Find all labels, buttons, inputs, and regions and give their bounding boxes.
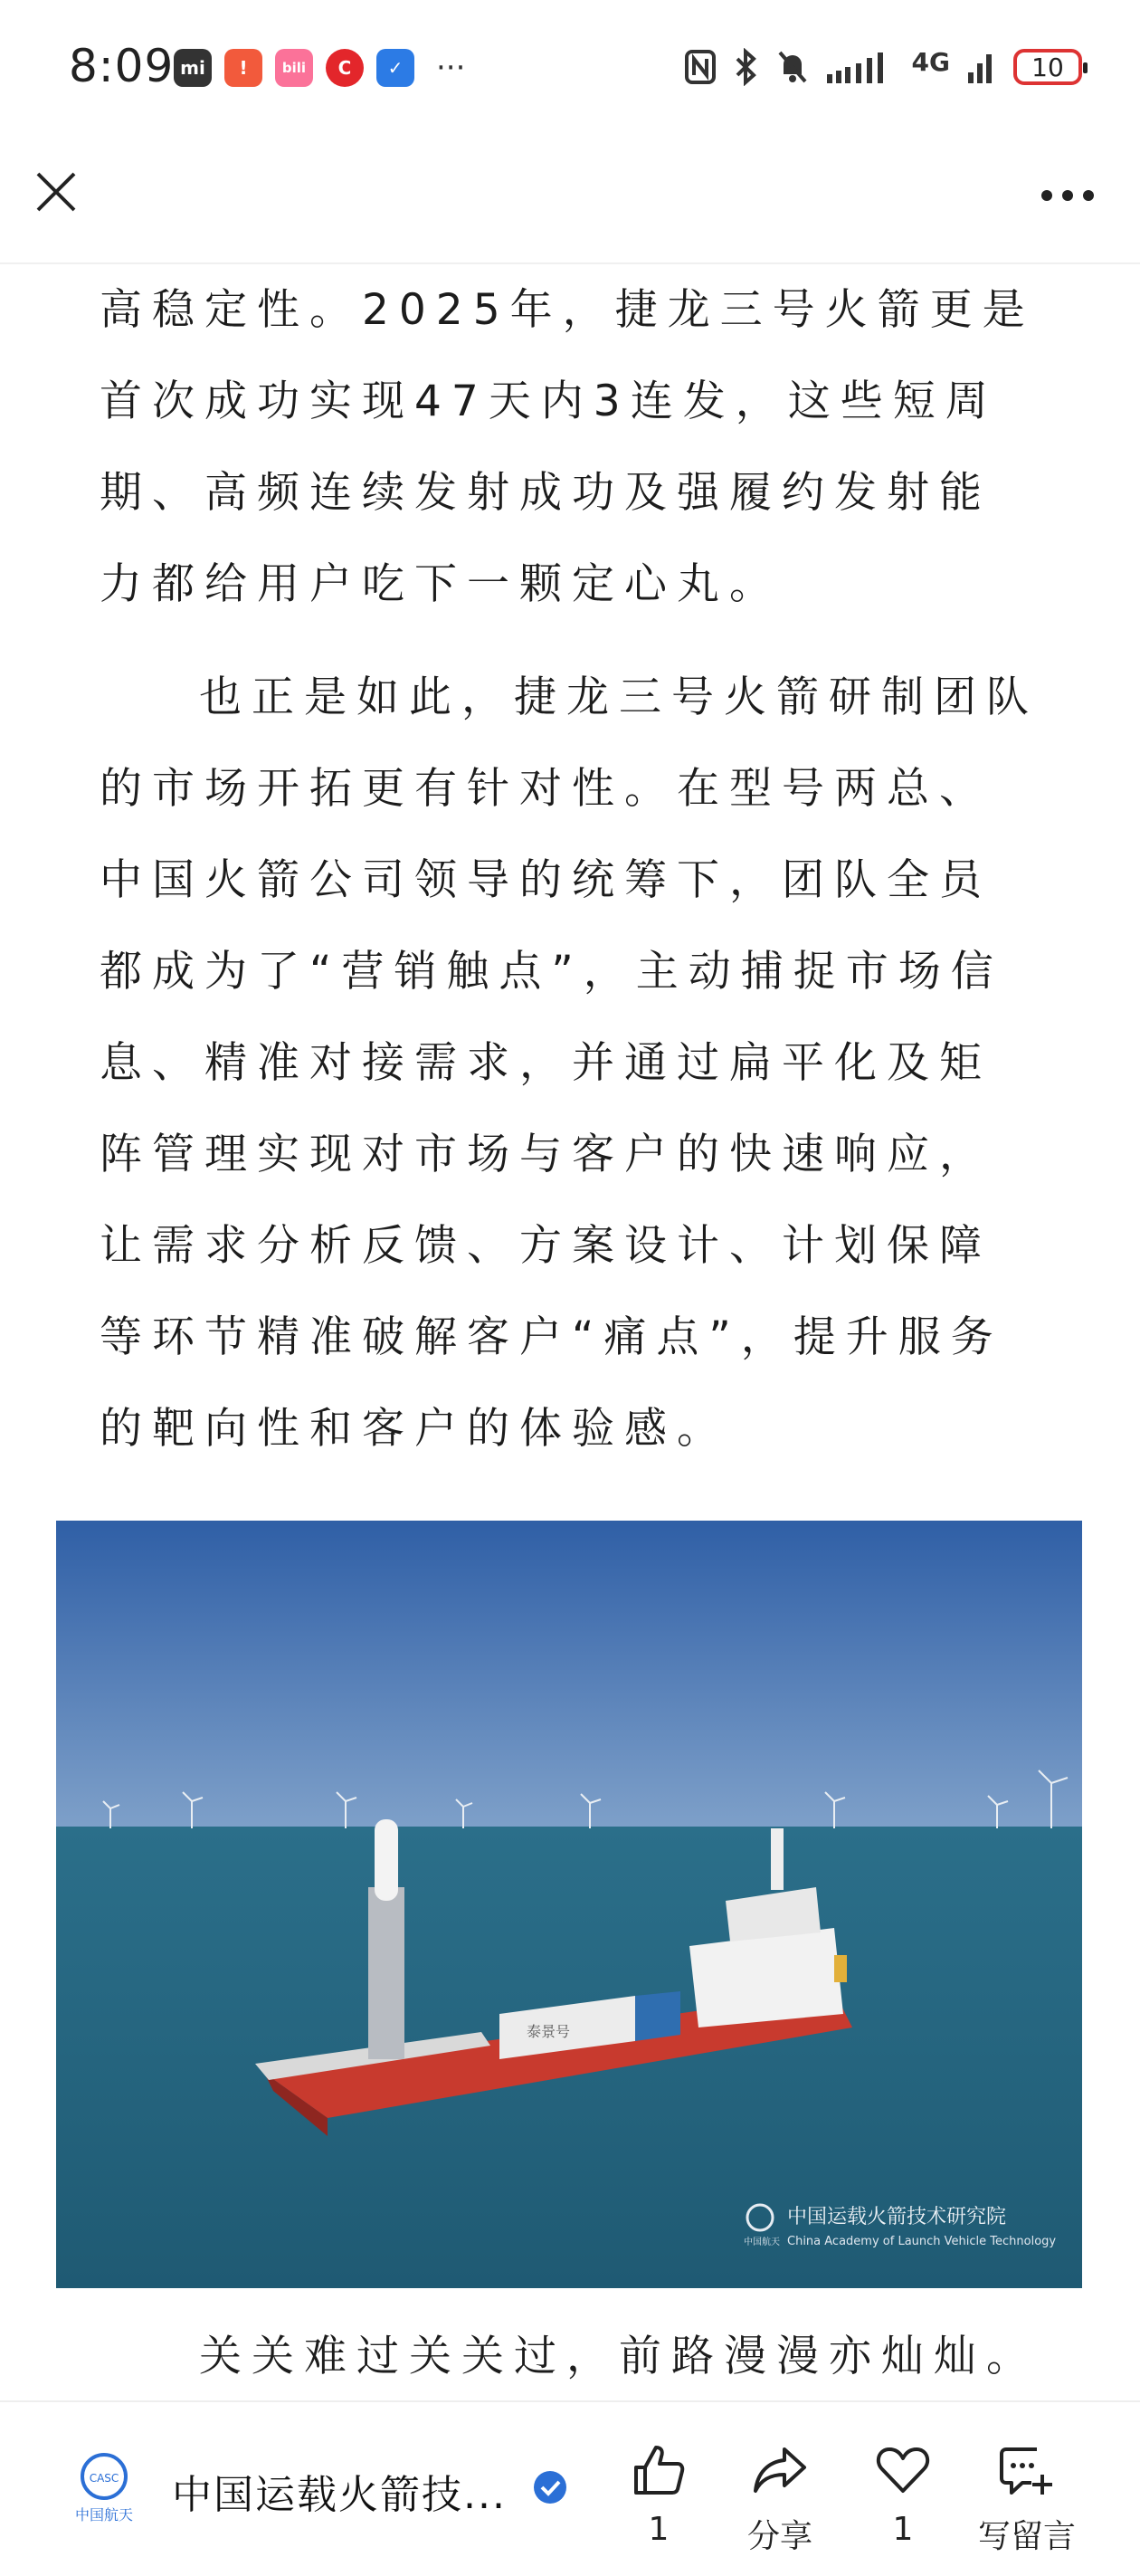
watermark-en: China Academy of Launch Vehicle Technology	[787, 2235, 1057, 2248]
article-image[interactable]	[56, 1521, 1082, 2288]
share-button[interactable]	[726, 2435, 834, 2557]
close-icon	[33, 169, 79, 215]
top-nav	[0, 136, 1140, 264]
watermark-cn: 中国运载火箭技术研究院	[787, 2206, 1007, 2228]
more-options-button[interactable]	[1031, 168, 1104, 223]
more-dots-icon	[1040, 189, 1095, 202]
write-comment-button[interactable]	[973, 2435, 1081, 2557]
account-name[interactable]: 中国运载火箭技...	[172, 2472, 507, 2518]
alert-app-icon: !	[224, 49, 262, 87]
c-app-icon: C	[326, 49, 364, 87]
signal-icon	[827, 47, 894, 87]
mute-bell-icon	[776, 47, 809, 87]
article-paragraph: 也正是如此，捷龙三号火箭研制团队的市场开拓更有针对性。在型号两总、中国火箭公司领导的统筹下，团队全员都成为了“营销触点”，主动捕捉市场信息、精准对接需求，并通过扁平化及矩阵管理实现对市场与客户的快速响应，让需求分析反馈、方案设计、计划保障等环节精准破解客户“痛点”，提升服务的靶向性和客户的体验感。	[100, 673, 1039, 1454]
watermark-logo-text: 中国航天	[744, 2237, 780, 2247]
battery-icon: 10	[1013, 49, 1082, 85]
signal-icon-2	[968, 47, 995, 87]
share-arrow-icon	[752, 2442, 808, 2498]
like-button[interactable]	[604, 2435, 713, 2548]
comment-icon	[997, 2442, 1057, 2498]
status-time: 8:09	[69, 40, 175, 92]
favorite-count: 1	[892, 2511, 914, 2548]
account-avatar[interactable]	[63, 2447, 145, 2529]
share-label: 分享	[746, 2518, 812, 2555]
launch-ship-photo	[56, 1521, 1082, 2288]
system-indicators	[684, 47, 1082, 87]
casc-logo-icon	[63, 2447, 145, 2529]
favorite-button[interactable]	[849, 2435, 957, 2548]
nfc-icon	[684, 47, 717, 87]
article-paragraph: 高稳定性。2025年，捷龙三号火箭更是首次成功实现47天内3连发，这些短周期、高频连续发射成功及强履约发射能力都给用户吃下一颗定心丸。	[100, 285, 1035, 609]
like-count: 1	[648, 2511, 670, 2548]
svg-text:中国航天: 中国航天	[74, 2506, 134, 2524]
shield-app-icon: ✓	[376, 49, 414, 87]
more-notifications-icon: ···	[436, 50, 466, 86]
xiaomi-app-icon: mi	[174, 49, 212, 87]
comment-label: 写留言	[977, 2518, 1076, 2555]
article-body	[100, 264, 1040, 1474]
bluetooth-icon	[735, 47, 758, 87]
network-type: 4G	[911, 46, 950, 77]
thumbs-up-icon	[631, 2442, 687, 2498]
svg-text:CASC: CASC	[89, 2472, 119, 2485]
close-button[interactable]	[27, 163, 85, 221]
image-caption: 关关难过关关过，前路漫漫亦灿灿。	[199, 2332, 1039, 2381]
status-bar	[0, 0, 1140, 136]
notification-icons	[174, 49, 465, 87]
ship-hull-text: 泰景号	[527, 2023, 571, 2040]
bilibili-app-icon: bili	[275, 49, 313, 87]
verified-badge-icon	[532, 2469, 568, 2505]
bottom-action-bar	[0, 2400, 1140, 2576]
heart-icon	[875, 2442, 931, 2498]
